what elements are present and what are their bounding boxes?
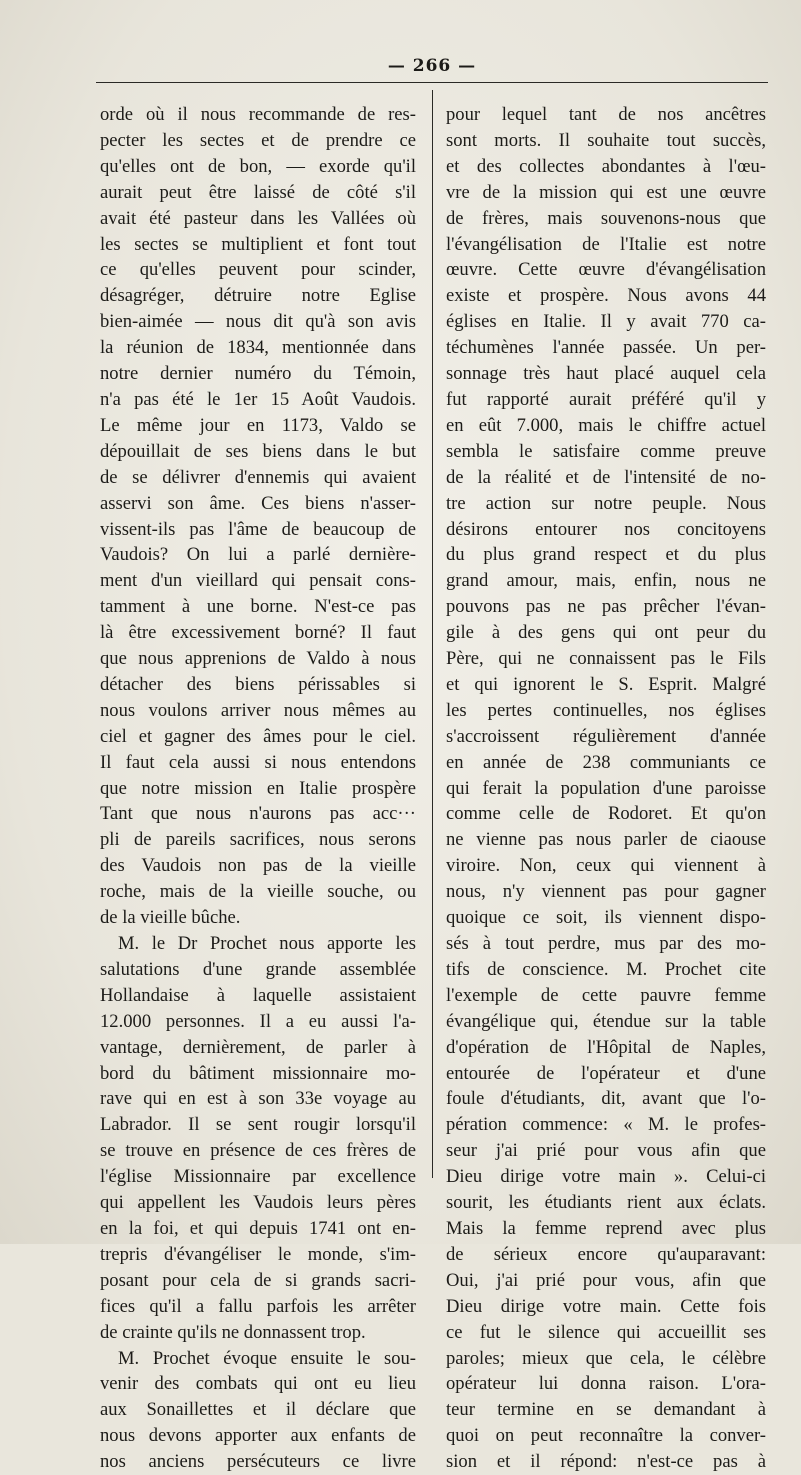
right-column-line: tifs de conscience. M. Prochet cite [446,958,766,980]
left-column-line: nos anciens persécuteurs ce livre [100,1451,416,1473]
left-column-line: dépouillait de ses biens dans le but [100,440,416,462]
right-column-line: sembla le satisfaire comme preuve [446,440,766,462]
right-column-line: pération commence: « M. le profes- [446,1114,766,1136]
right-column-line: quoi on peut reconnaître la conver- [446,1425,766,1447]
left-column-line: que nous apprenions de Valdo à nous [100,648,416,670]
left-column-line: Vaudois? On lui a parlé dernière- [100,544,416,566]
right-column-line: Mais la femme reprend avec plus [446,1217,766,1239]
right-column-line: viroire. Non, ceux qui viennent à [446,855,766,877]
left-column-line: qui appellent les Vaudois leurs pères [100,1192,416,1214]
right-column-line: Père, qui ne connaissent pas le Fils [446,648,766,670]
left-column-line: que notre mission en Italie prospère [100,777,416,799]
left-column-line: les sectes se multiplient et font tout [100,233,416,255]
right-column-line: sont morts. Il souhaite tout succès, [446,129,766,151]
left-column-line: de crainte qu'ils ne donnassent trop. [100,1321,366,1343]
left-column-line: des Vaudois non pas de la vieille [100,855,416,877]
left-column-line: là être excessivement borné? Il faut [100,622,416,644]
left-column-line: en la foi, et qui depuis 1741 ont en- [100,1217,416,1239]
right-column-line: comme celle de Rodoret. Et qu'on [446,803,766,825]
right-column-line: l'évangélisation de l'Italie est notre [446,233,766,255]
right-column-line: les pertes continuelles, nos églises [446,699,766,721]
left-column-line: posant pour cela de si grands sacri- [100,1269,416,1291]
right-column-line: églises en Italie. Il y avait 770 ca- [446,311,766,333]
left-column-line: Le même jour en 1173, Valdo se [100,414,416,436]
left-column [100,102,416,1475]
right-column-line: fut rapporté aurait préféré qu'il y [446,388,766,410]
left-column-line: vantage, dernièrement, de parler à [100,1036,416,1058]
left-column-line: asservi son âme. Ces biens n'asser- [100,492,416,514]
left-column-line: rave qui en est à son 33e voyage au [100,1088,416,1110]
right-column-line: sourit, les étudiants rient aux éclats. [446,1192,766,1214]
right-column-line: Dieu dirige votre main. Cette fois [446,1295,766,1317]
right-column-line: de sérieux encore qu'auparavant: [446,1243,766,1265]
left-column-line: pecter les sectes et de prendre ce [100,129,416,151]
right-column-line: de la réalité et de l'intensité de no- [446,466,766,488]
right-column-line: Oui, j'ai prié pour vous, afin que [446,1269,766,1291]
right-column-line: et des collectes abondantes à l'œu- [446,155,766,177]
left-column-line: M. le Dr Prochet nous apporte les [118,933,416,954]
page-number: — 266 — [387,56,477,76]
right-column-line: s'accroissent régulièrement d'année [446,725,766,747]
right-column-line: tre action sur notre peuple. Nous [446,492,766,514]
right-column-line: sion et il répond: n'est-ce pas à [446,1451,766,1473]
right-column-line: pour lequel tant de nos ancêtres [446,104,766,125]
right-column-line: l'exemple de cette pauvre femme [446,984,766,1006]
right-column-line: foule d'étudiants, dit, avant que l'o- [446,1088,766,1110]
left-column-line: salutations d'une grande assemblée [100,958,416,980]
left-column-line: venir des combats qui ont eu lieu [100,1373,416,1395]
right-column-line: ne vienne pas nous parler de ciaouse [446,829,766,851]
left-column-line: de la vieille bûche. [100,907,241,929]
left-column-line: trepris d'évangéliser le monde, s'im- [100,1243,416,1265]
left-column-line: orde où il nous recommande de res- [100,104,416,125]
left-column-line: ment d'un vieillard qui pensait cons- [100,570,416,592]
right-column-line: vre de la mission qui est une œuvre [446,181,766,203]
left-column-line: la réunion de 1834, mentionnée dans [100,337,416,359]
right-column-line: téchumènes l'année passée. Un per- [446,337,766,359]
left-column-line: l'église Missionnaire par excellence [100,1166,416,1188]
left-column-line: aurait peut être laissé de côté s'il [100,181,416,203]
right-column-line: œuvre. Cette œuvre d'évangélisation [446,259,766,281]
right-column-line: Dieu dirige votre main ». Celui-ci [446,1166,766,1188]
left-column-line: notre dernier numéro du Témoin, [100,363,416,385]
left-column-line: tamment à une borne. N'est-ce pas [100,596,416,618]
right-column-line: sés à tout perdre, mus par des mo- [446,933,766,954]
left-column-line: Labrador. Il se sent rougir lorsqu'il [100,1114,416,1136]
right-column-line: d'opération de l'Hôpital de Naples, [446,1036,766,1058]
left-column-line: Hollandaise à laquelle assistaient [100,984,416,1006]
right-column-line: grand amour, mais, enfin, nous ne [446,570,766,592]
left-column-line: bien-aimée — nous dit qu'à son avis [100,311,416,333]
right-column-line: teur termine en se demandant à [446,1399,766,1421]
left-column-line: n'a pas été le 1er 15 Août Vaudois. [100,388,416,410]
right-column-line: du plus grand respect et du plus [446,544,766,566]
left-column-line: roche, mais de la vieille souche, ou [100,881,416,903]
left-column-line: aux Sonaillettes et il déclare que [100,1399,416,1421]
right-column-line: opérateur lui donna raison. L'ora- [446,1373,766,1395]
right-column-line: ce fut le silence qui accueillit ses [446,1321,766,1343]
right-column-line: en année de 238 communiants ce [446,751,766,773]
left-column-line: 12.000 personnes. Il a eu aussi l'a- [100,1010,416,1032]
left-column-line: détacher des biens périssables si [100,673,416,695]
right-column [446,102,766,1475]
left-column-line: nous devons apporter aux enfants de [100,1425,416,1447]
header-rule [96,82,768,83]
column-divider [432,90,433,1178]
right-column-line: de frères, mais souvenons-nous que [446,207,766,229]
left-column-line: ciel et gagner des âmes pour le ciel. [100,725,416,747]
right-column-line: paroles; mieux que cela, le célèbre [446,1347,766,1369]
right-column-line: gile à des gens qui ont peur du [446,622,766,644]
right-column-line: entourée de l'opérateur et d'une [446,1062,766,1084]
right-column-line: évangélique qui, étendue sur la table [446,1010,766,1032]
left-column-line: pli de pareils sacrifices, nous serons [100,829,416,851]
right-column-line: qui ferait la population d'une paroisse [446,777,766,799]
left-column-line: M. Prochet évoque ensuite le sou- [118,1347,416,1369]
left-column-line: vissent-ils pas l'âme de beaucoup de [100,518,416,540]
right-column-line: nous, n'y viennent pas pour gagner [446,881,766,903]
left-column-line: Tant que nous n'aurons pas acc··· [100,803,416,825]
right-column-line: quoique ce soit, ils viennent dispo- [446,907,766,929]
left-column-line: fices qu'il a fallu parfois les arrêter [100,1295,416,1317]
right-column-line: en eût 7.000, mais le chiffre actuel [446,414,766,436]
left-column-line: qu'elles ont de bon, — exorde qu'il [100,155,416,177]
right-column-line: et qui ignorent le S. Esprit. Malgré [446,673,766,695]
right-column-line: pouvons pas ne pas prêcher l'évan- [446,596,766,618]
left-column-line: bord du bâtiment missionnaire mo- [100,1062,416,1084]
right-column-line: existe et prospère. Nous avons 44 [446,285,766,307]
right-column-line: désirons entourer nos concitoyens [446,518,766,540]
right-column-line: seur j'ai prié pour vous afin que [446,1140,766,1162]
left-column-line: ce qu'elles peuvent pour scinder, [100,259,416,281]
left-column-line: se trouve en présence de ces frères de [100,1140,416,1162]
left-column-line: nous voulons arriver nous mêmes au [100,699,416,721]
right-column-line: sonnage très haut placé auquel cela [446,363,766,385]
left-column-line: avait été pasteur dans les Vallées où [100,207,416,229]
left-column-line: de se délivrer d'ennemis qui avaient [100,466,416,488]
left-column-line: désagréger, détruire notre Eglise [100,285,416,307]
left-column-line: Il faut cela aussi si nous entendons [100,751,416,773]
